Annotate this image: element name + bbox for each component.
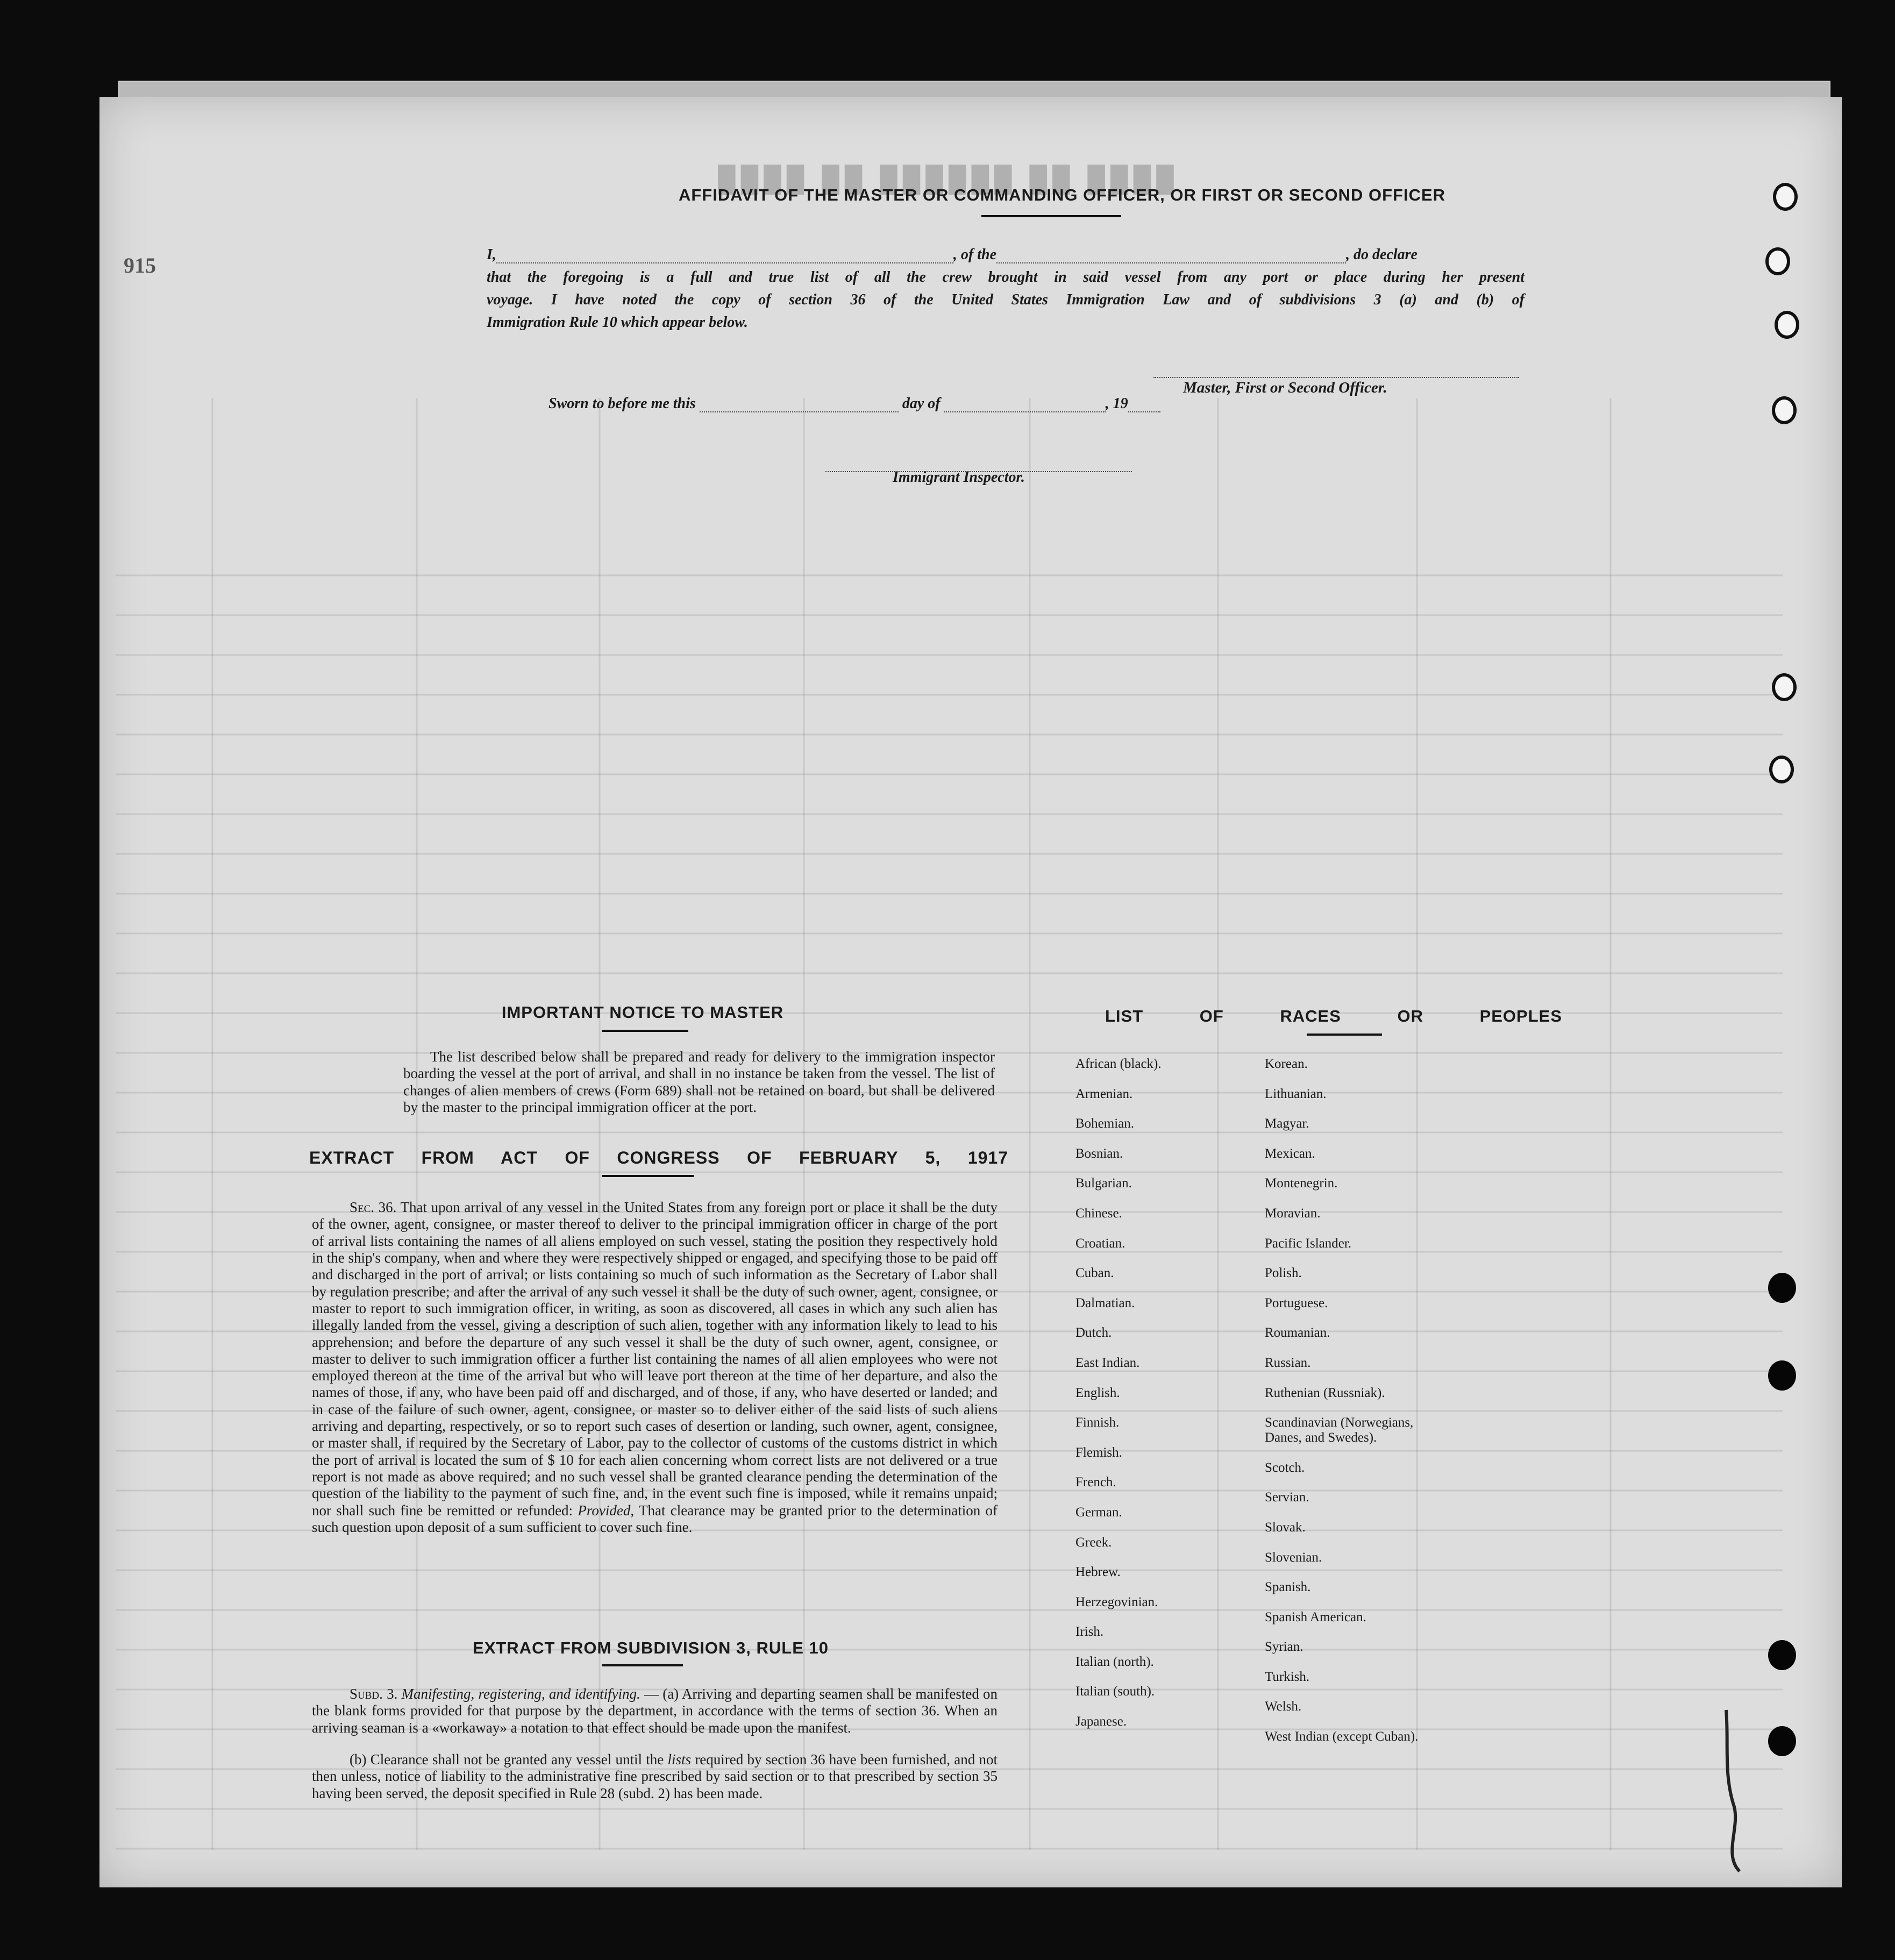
affidavit-i-label: I,: [487, 246, 496, 263]
inspector-label: Immigrant Inspector.: [893, 469, 1025, 486]
race-entry: West Indian (except Cuban).: [1265, 1729, 1419, 1744]
race-entry: Portuguese.: [1265, 1295, 1328, 1310]
race-entry: Hebrew.: [1075, 1565, 1121, 1580]
race-entry: Spanish American.: [1265, 1609, 1366, 1624]
sworn-label: Sworn to before me this: [548, 395, 696, 412]
rule-subd-3a-text: [312, 1686, 998, 1736]
race-entry: Mexican.: [1265, 1146, 1315, 1161]
affidavit-line-2: that the foregoing is a full and true list of all the crew brought in said vessel from any port or place during her present: [487, 269, 1524, 286]
race-entry: Bosnian.: [1075, 1146, 1123, 1161]
race-entry: Flemish.: [1075, 1445, 1122, 1460]
race-entry: Croatian.: [1075, 1236, 1125, 1251]
act-section-36-text: [312, 1199, 998, 1536]
notice-text: The list described below shall be prepared and ready for delivery to the immigration inspector boarding the vessel at the port of arrival, and shall in no instance be taken from the vessel. The list of changes of alien members of crews (Form 689) shall not be retained on board, but shall be delivered by the master to the principal immigration officer at the port.: [403, 1049, 995, 1115]
rule-part-a: — (a) Arriving and departing seamen shall be manifested on the blank forms provided for that purpose by the department, in accordance with the terms of section 36. When an arriving seaman is a «workaway» a notation to that effect should be made upon the manifest.: [312, 1686, 998, 1736]
binder-hole: [1769, 756, 1794, 783]
affidavit-title-rule: [981, 215, 1121, 217]
day-of-label: day of: [902, 395, 941, 412]
race-entry: Slovak.: [1265, 1520, 1306, 1535]
race-entry: East Indian.: [1075, 1355, 1140, 1370]
race-entry: Roumanian.: [1265, 1325, 1330, 1341]
vessel-name-field[interactable]: [996, 248, 1346, 263]
act-body: That upon arrival of any vessel in the United States from any foreign port or place it shall be the duty of the owner, agent, consignee, or master thereof to deliver to the principal immigration officer in charge of the port of arrival lists containing the names of all aliens employed on such vessel, stating the position they respectively hold in the ship's company, when and where they were respectively shipped or engaged, and specifying those to be paid off and discharged in the port of arrival; or lists containing so much of such information as the Secretary of Labor shall by regulation prescribe; and after the arrival of any such vessel it shall be the duty of such owner, agent, consignee, or master to report to such immigration officer, in writing, as soon as discovered, all cases in which any such alien has illegally landed from the vessel, giving a description of such alien, together with any information likely to lead to his apprehension; and before the departure of any such vessel it shall be the duty of such owner, agent, consignee, or master to deliver to such immigration officer a further list containing the names of all alien employees who were not employed thereon at the time of the arrival but who will leave port thereon at the time of her departure, and also the names of those, if any, who have been paid off and discharged, and of those, if any, who have deserted or landed; and in case of the failure of such owner, agent, consignee, or master so to deliver either of the said lists of such aliens arriving and departing, respectively, or so to report such cases of desertion or landing, such owner, agent, consignee, or master shall, if required by the Secretary of Labor, pay to the collector of customs of the customs district in which the port of arrival is located the sum of $ 10 for each alien concerning whom correct lists are not delivered or a true report is not made as above required; and no such vessel shall be granted clearance pending the determination of the question of the liability to the payment of such fine, and, in the event such fine is imposed, while it remains unpaid; nor shall such fine be remitted or refunded:: [312, 1199, 998, 1519]
affidavit-declaration-line: [487, 246, 1524, 263]
rule-extract-title: EXTRACT FROM SUBDIVISION 3, RULE 10: [473, 1638, 829, 1657]
race-entry: Bohemian.: [1075, 1116, 1135, 1131]
binder-hole: [1772, 396, 1797, 424]
bleed-through-table: [116, 398, 1783, 1850]
race-entry: Bulgarian.: [1075, 1176, 1132, 1191]
year-label: , 19: [1105, 395, 1128, 412]
notice-title-rule: [602, 1030, 688, 1032]
race-entry: Cuban.: [1075, 1266, 1114, 1281]
handwritten-mark: [1702, 1699, 1766, 1877]
race-entry: Japanese.: [1075, 1714, 1127, 1729]
sworn-year-field[interactable]: [1128, 397, 1160, 412]
binder-hole-dark: [1768, 1726, 1796, 1756]
race-entry: German.: [1075, 1505, 1122, 1520]
race-entry: Moravian.: [1265, 1206, 1321, 1221]
binder-hole: [1765, 247, 1790, 275]
act-provided-label: Provided,: [578, 1502, 635, 1519]
race-entry: French.: [1075, 1475, 1116, 1490]
race-entry: Servian.: [1265, 1490, 1309, 1505]
rule-subd-heading: Manifesting, registering, and identifying.: [401, 1686, 640, 1702]
race-entry: Dalmatian.: [1075, 1295, 1135, 1310]
race-entry: African (black).: [1075, 1057, 1162, 1071]
affidavit-line-4: Immigration Rule 10 which appear below.: [487, 314, 748, 331]
notice-title: IMPORTANT NOTICE TO MASTER: [501, 1003, 784, 1022]
races-column-2: [1265, 1057, 1418, 1759]
race-entry: Turkish.: [1265, 1669, 1310, 1684]
affidavit-line-3: voyage. I have noted the copy of section 36 of the United States Immigration Law and of subdivisions 3 (a) and (b) of: [487, 291, 1524, 308]
sworn-day-field[interactable]: [700, 397, 899, 412]
binder-hole: [1772, 673, 1797, 701]
race-entry: Magyar.: [1265, 1116, 1309, 1131]
race-entry: Polish.: [1265, 1266, 1302, 1281]
binder-hole-dark: [1768, 1273, 1796, 1303]
act-extract-title: EXTRACT FROM ACT OF CONGRESS OF FEBRUARY 5, 1917: [309, 1148, 1008, 1167]
race-entry: Chinese.: [1075, 1206, 1122, 1221]
affidavit-of-the-label: , of the: [953, 246, 997, 263]
binder-hole: [1773, 183, 1798, 211]
master-signature-line[interactable]: [1153, 363, 1519, 378]
races-title-rule: [1307, 1034, 1382, 1036]
binder-hole-dark: [1768, 1360, 1796, 1391]
rule-part-b-rest: required by section 36 have been furnished, and not then unless, notice of liability to the administrative fine prescribed by said section or to that prescribed by section 35 having been served, the deposit specified in Rule 28 (subd. 2) has been made.: [312, 1751, 998, 1801]
race-entry: Russian.: [1265, 1355, 1311, 1370]
race-entry: Danes, and Swedes).: [1265, 1430, 1377, 1445]
race-entry: Armenian.: [1075, 1086, 1133, 1101]
sworn-line: [548, 395, 1160, 412]
race-entry: Scandinavian (Norwegians,: [1265, 1415, 1414, 1430]
race-entry: Slovenian.: [1265, 1550, 1322, 1565]
race-entry: Italian (north).: [1075, 1654, 1154, 1669]
rule-subd-3b-text: [312, 1751, 998, 1802]
race-entry: English.: [1075, 1385, 1120, 1400]
affidavit-title: AFFIDAVIT OF THE MASTER OR COMMANDING OFFICER, OR FIRST OR SECOND OFFICER: [678, 186, 1446, 204]
rule-part-b-lists: lists: [667, 1751, 692, 1767]
binder-hole: [1775, 311, 1799, 339]
sworn-month-field[interactable]: [944, 397, 1106, 412]
manifest-page: [99, 97, 1842, 1887]
officer-name-field[interactable]: [496, 248, 953, 263]
act-sec-label: Sec. 36.: [350, 1199, 397, 1215]
rule-part-b-start: (b) Clearance shall not be granted any vessel until the: [350, 1751, 664, 1767]
race-entry: Herzegovinian.: [1075, 1594, 1158, 1609]
bleed-through-title: ████ ██ ██████ ██ ████: [718, 165, 1179, 193]
race-entry: Dutch.: [1075, 1325, 1112, 1341]
act-extract-title-rule: [602, 1175, 694, 1177]
affidavit-declare-label: , do declare: [1346, 246, 1417, 263]
race-entry: Scotch.: [1265, 1460, 1305, 1475]
binder-hole-dark: [1768, 1640, 1796, 1670]
race-entry: Irish.: [1075, 1624, 1104, 1640]
rule-subd-label: Subd. 3.: [350, 1686, 398, 1702]
races-column-1: [1075, 1057, 1162, 1744]
race-entry: Pacific Islander.: [1265, 1236, 1352, 1251]
race-entry: Welsh.: [1265, 1699, 1302, 1714]
race-entry: Ruthenian (Russniak).: [1265, 1385, 1385, 1400]
race-entry: Finnish.: [1075, 1415, 1120, 1430]
race-entry: Italian (south).: [1075, 1684, 1155, 1699]
corner-number: 915: [124, 253, 156, 277]
act-body-end: That clearance may be granted prior to the determination of such question upon deposit of a sum sufficient to cover such fine.: [312, 1502, 998, 1535]
races-title: LIST OF RACES OR PEOPLES: [1105, 1007, 1562, 1025]
race-entry: Lithuanian.: [1265, 1086, 1327, 1101]
race-entry: Montenegrin.: [1265, 1176, 1338, 1191]
race-entry: Greek.: [1075, 1535, 1112, 1550]
race-entry: Spanish.: [1265, 1580, 1311, 1595]
master-signature-label: Master, First or Second Officer.: [1183, 379, 1387, 396]
rule-extract-title-rule: [602, 1664, 683, 1666]
race-entry: Syrian.: [1265, 1640, 1303, 1655]
race-entry: Korean.: [1265, 1057, 1308, 1071]
